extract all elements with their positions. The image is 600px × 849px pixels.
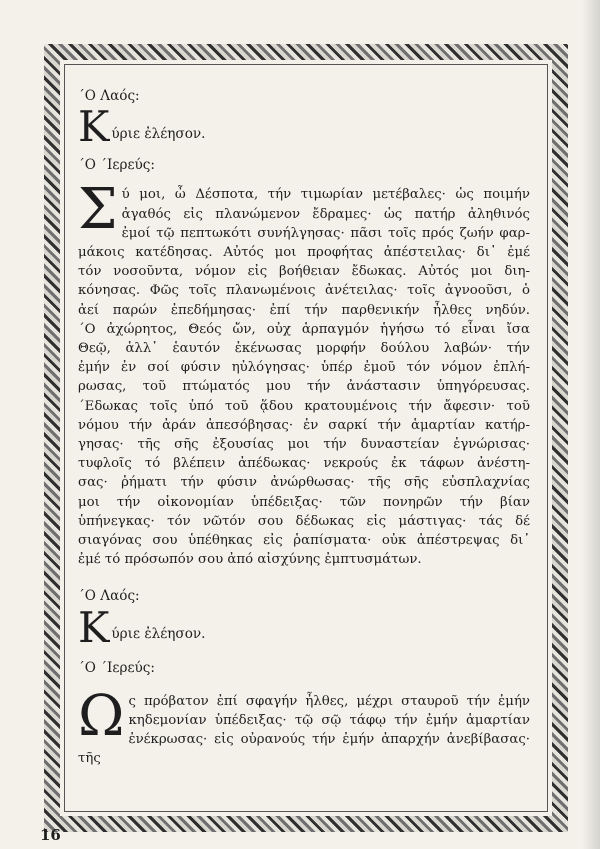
- prayer-paragraph: [78, 177, 530, 569]
- drop-cap: Σ: [78, 177, 118, 243]
- speaker-label: ΄Ο Λαός:: [78, 88, 140, 104]
- text-line: τόν νοσοῦντα, νόμον εἰς βοήθειαν ἔδωκας. Αὐτός μοι διη-: [78, 264, 530, 280]
- text-line: ς πρόβατον ἐπί σφαγήν ἦλθες, μέχρι σταυροῦ τήν ἐμήν: [128, 693, 530, 709]
- text-line: κηδεμονίαν ὑπέδειξας· τῷ σῷ τάφῳ τήν ἐμήν ἁμαρτίαν: [128, 713, 530, 729]
- prayer-paragraph: [78, 683, 530, 769]
- text-line: ἐνέκρωσας· εἰς οὐρανούς τήν ἐμήν ἀπαρχήν ἀνεβίβασας· τῆς: [78, 732, 530, 767]
- drop-cap: Ω: [78, 683, 125, 749]
- text-line: σιαγόνας σου ὑπέθηκας εἰς ῥαπίσματα· οὐκ ἀπέστρεψας δι᾽: [78, 533, 530, 549]
- text-line: τυφλοῖς τό βλέπειν ἀπέδωκας· νεκρούς ἐκ τάφων ἀνέστη-: [78, 456, 530, 472]
- text-line: μάκοις κατέδησας. Αὐτός μοι προφήτας ἀπέστειλας· δι᾽ ἐμέ: [78, 245, 530, 261]
- text-line: ἀεί παρών ἐπεδήμησας· ἐπί τήν παρθενικήν ἦλθες νηδύν.: [78, 302, 530, 318]
- speaker-label: ΄Ο Λαός:: [78, 588, 140, 605]
- response-text: ύριε ἐλέησον.: [111, 126, 206, 142]
- text-line: ύ μοι, ὦ Δέσποτα, τήν τιμωρίαν μετέβαλες· ὡς ποιμήν: [121, 187, 530, 203]
- response-kyrie-eleison: [78, 102, 530, 152]
- text-line: νόμου τήν ἀράν ἀπεσόβησας· ἐν σαρκί τήν ἁμαρτίαν κατήρ-: [78, 417, 530, 433]
- text-line: ρωσας, τοῦ πτώματός μου τήν ἀνάστασιν ὑπηγόρευσας.: [78, 379, 530, 395]
- speaker-label: ΄Ο ΄Ιερεύς:: [78, 157, 155, 174]
- text-line: γησας· τῆς σῆς ἐξουσίας μοι τήν δυναστείαν ἐγνώρισας·: [78, 437, 530, 453]
- text-line: σας· ῥήματι τήν φύσιν ἀνώρθωσας· τῆς σῆς εὐσπλαχνίας: [78, 475, 530, 491]
- text-body: [78, 87, 530, 769]
- text-line: ἀγαθός εἰς πλανώμενον ἔδραμες· ὡς πατήρ ἀληθινός: [121, 206, 530, 222]
- text-line: ἐμέ τό πρόσωπόν σου ἀπό αἰσχύνης ἐμπτυσμάτων.: [78, 552, 422, 568]
- page-edge-shadow: [582, 0, 600, 849]
- page-number: 16: [40, 826, 61, 844]
- text-line: ἐμοί τῷ πεπτωκότι συνήλγησας· πᾶσι τοῖς πρός ζωήν φαρ-: [121, 225, 530, 241]
- text-line: κόνησας. Φῶς τοῖς πλανωμένοις ἀνέτειλας· τοῖς ἀγνοοῦσι, ὁ: [78, 283, 530, 299]
- text-line: μοι τήν οἰκονομίαν ὑπέδειξας· τῶν πονηρῶν τήν βίαν: [78, 494, 530, 510]
- drop-cap: Κ: [78, 102, 110, 152]
- text-line: ΄Ο ἀχώρητος, Θεός ὤν, οὐχ ἁρπαγμόν ἡγήσω τό εἶναι ἴσα: [78, 321, 530, 337]
- drop-cap: Κ: [78, 602, 110, 652]
- response-kyrie-eleison: [78, 602, 530, 652]
- text-line: ΄Εδωκας τοῖς ὑπό τοῦ ᾅδου κρατουμένοις τήν ἄφεσιν· τοῦ: [78, 398, 530, 414]
- response-text: ύριε ἐλέησον.: [111, 626, 206, 643]
- text-line: ὑπήνεγκας· τόν νῶτόν σου δέδωκας εἰς μάστιγας· τάς δέ: [78, 513, 530, 529]
- text-line: Θεῷ, ἀλλ᾽ ἑαυτόν ἐκένωσας μορφήν δούλου λαβών· τήν: [78, 341, 530, 357]
- speaker-label: ΄Ο ΄Ιερεύς:: [78, 659, 155, 676]
- text-line: ἐμήν ἐν σοί φύσιν ηὐλόγησας· ὑπέρ ἐμοῦ τόν νόμον ἐπλή-: [78, 360, 530, 376]
